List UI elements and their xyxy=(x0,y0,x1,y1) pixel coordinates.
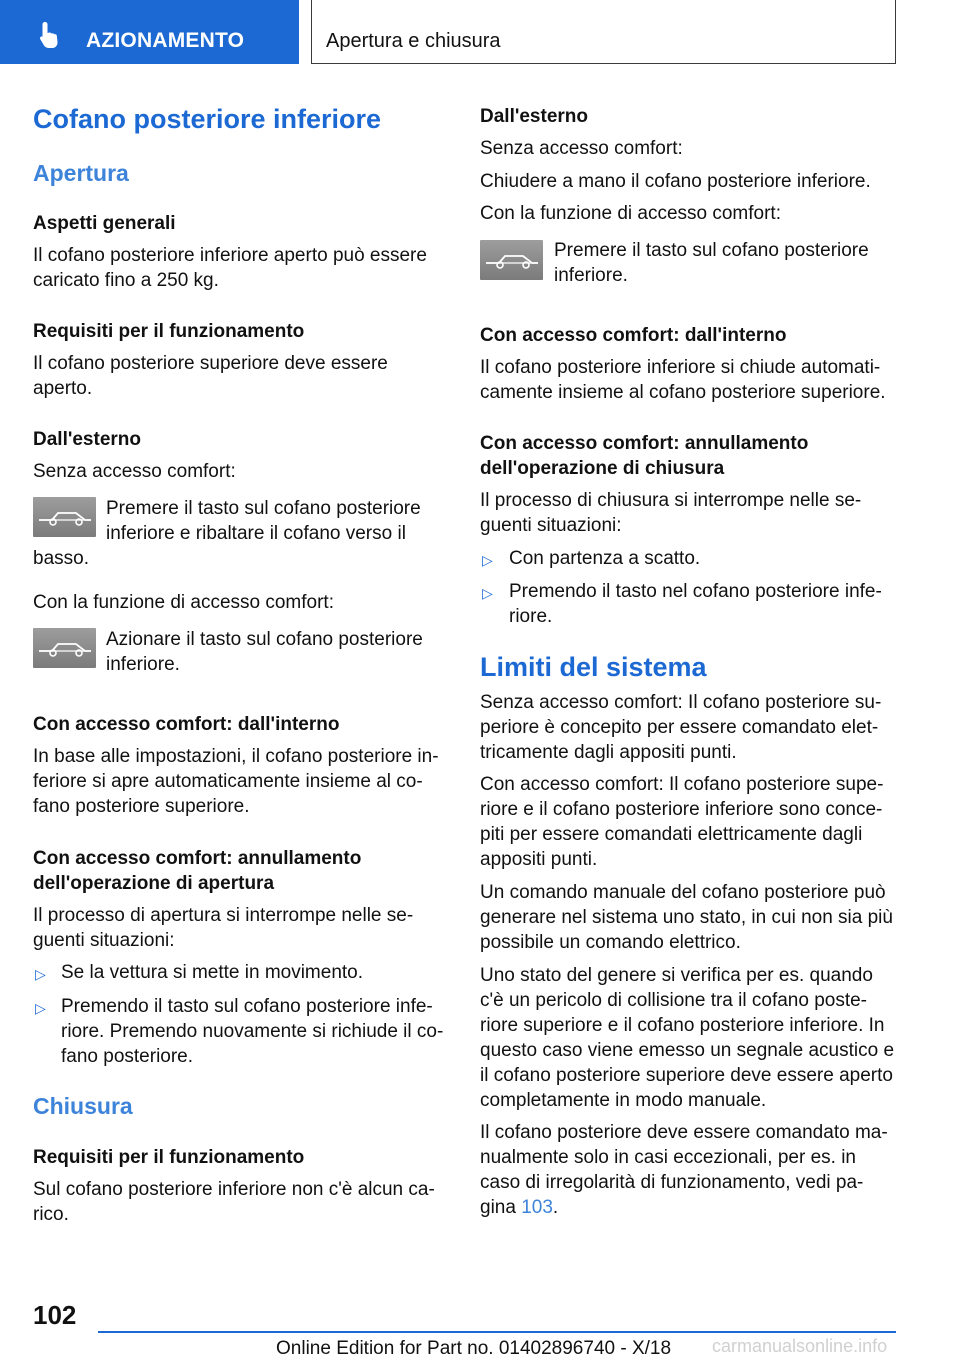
heading-dall-interno: Con accesso comfort: dall'interno xyxy=(480,325,787,346)
bullet-triangle-icon: ▷ xyxy=(482,585,493,601)
heading-annullamento-apertura: Con accesso comfort: annullamento dell'operazione di apertura xyxy=(33,848,362,894)
paragraph-requisiti-chiusura: Sul cofano posteriore inferiore non c'è alcun ca- rico. xyxy=(33,1179,435,1225)
page-number: 102 xyxy=(33,1300,77,1330)
paragraph-senza-accesso: Senza accesso comfort: xyxy=(480,138,683,159)
paragraph-chiudere: Chiudere a mano il cofano posteriore inferiore. xyxy=(480,171,871,192)
section-title: Apertura e chiusura xyxy=(326,30,501,52)
paragraph-limiti-1: Senza accesso comfort: Il cofano posteriore su- periore è concepito per essere comandato elet- tricamente dagli appositi punti. xyxy=(480,692,882,763)
heading-requisiti: Requisiti per il funzionamento xyxy=(33,321,305,342)
paragraph-senza-icon-text-end: basso. xyxy=(33,548,89,569)
bullet-triangle-icon: ▷ xyxy=(35,1000,46,1016)
hand-pointer-icon xyxy=(36,20,66,50)
paragraph-con-icon-text: Azionare il tasto sul cofano posteriore inferiore. xyxy=(106,629,423,675)
paragraph-aspetti: Il cofano posteriore inferiore aperto può essere caricato fino a 250 kg. xyxy=(33,245,427,291)
heading-dall-interno: Con accesso comfort: dall'interno xyxy=(33,714,340,735)
paragraph-requisiti: Il cofano posteriore superiore deve essere aperto. xyxy=(33,353,388,399)
paragraph-con-icon-text: Premere il tasto sul cofano posteriore inferiore. xyxy=(554,240,869,286)
footer-divider xyxy=(98,1331,896,1333)
section-header xyxy=(311,0,896,64)
chapter-label: AZIONAMENTO xyxy=(86,29,245,52)
paragraph-limiti-5: Il cofano posteriore deve essere comandato ma- nualmente solo in casi eccezionali, per es. in caso di irregolarità di funzionamento, vedi pa- gina 103. xyxy=(480,1122,888,1218)
chapter-tab xyxy=(0,0,299,64)
heading-requisiti-chiusura: Requisiti per il funzionamento xyxy=(33,1147,305,1168)
car-tailgate-button-icon xyxy=(33,497,96,537)
paragraph-senza-accesso: Senza accesso comfort: xyxy=(33,461,236,482)
car-tailgate-button-icon xyxy=(480,240,543,280)
heading-dall-esterno: Dall'esterno xyxy=(33,429,141,450)
paragraph-senza-icon-text: Premere il tasto sul cofano posteriore inferiore e ribaltare il cofano verso il xyxy=(106,498,421,544)
car-tailgate-button-icon xyxy=(33,628,96,668)
heading-apertura: Apertura xyxy=(33,160,129,186)
paragraph-annullamento: Il processo di chiusura si interrompe nelle se- guenti situazioni: xyxy=(480,490,862,536)
paragraph-interno: In base alle impostazioni, il cofano posteriore in- feriore si apre automaticamente insieme al co- fano posteriore superiore. xyxy=(33,746,439,817)
paragraph-limiti-4: Uno stato del genere si verifica per es. quando c'è un pericolo di collisione tra il cofano poste- riore superiore e il cofano posteriore inferiore. In questo caso viene emesso un segnale acustico e il cofano posteriore superiore deve essere aperto completamente in modo manuale. xyxy=(480,965,895,1111)
page-title: Cofano posteriore inferiore xyxy=(33,104,382,134)
paragraph-con-funzione: Con la funzione di accesso comfort: xyxy=(33,592,334,613)
bullet-triangle-icon: ▷ xyxy=(482,552,493,568)
paragraph-limiti-3: Un comando manuale del cofano posteriore può generare nel sistema uno stato, in cui non sia più possibile un comando elettrico. xyxy=(480,882,893,953)
paragraph-interno: Il cofano posteriore inferiore si chiude automati- camente insieme al cofano posteriore superiore. xyxy=(480,357,886,403)
bullet-triangle-icon: ▷ xyxy=(35,966,46,982)
heading-chiusura: Chiusura xyxy=(33,1093,133,1119)
page-reference-link[interactable]: 103 xyxy=(521,1197,553,1218)
paragraph-limiti-2: Con accesso comfort: Il cofano posteriore supe- riore e il cofano posteriore inferiore sono conce- piti per essere comandati elettricamente dagli appositi punti. xyxy=(480,774,884,870)
heading-limiti-sistema: Limiti del sistema xyxy=(480,652,707,682)
paragraph-con-funzione: Con la funzione di accesso comfort: xyxy=(480,203,781,224)
heading-dall-esterno: Dall'esterno xyxy=(480,106,588,127)
edition-text: Online Edition for Part no. 01402896740 - X/18 xyxy=(276,1338,672,1359)
heading-aspetti-generali: Aspetti generali xyxy=(33,213,176,234)
list-item: Se la vettura si mette in movimento. xyxy=(61,962,364,983)
watermark-text: carmanualsonline.info xyxy=(712,1336,888,1356)
list-item: Con partenza a scatto. xyxy=(509,548,701,569)
list-item: Premendo il tasto nel cofano posteriore infe- riore. xyxy=(509,581,882,627)
heading-annullamento-chiusura: Con accesso comfort: annullamento dell'operazione di chiusura xyxy=(480,433,809,479)
list-item: Premendo il tasto sul cofano posteriore infe- riore. Premendo nuovamente si richiude il co- fano posteriore. xyxy=(61,996,444,1067)
paragraph-annullamento: Il processo di apertura si interrompe nelle se- guenti situazioni: xyxy=(33,905,414,951)
